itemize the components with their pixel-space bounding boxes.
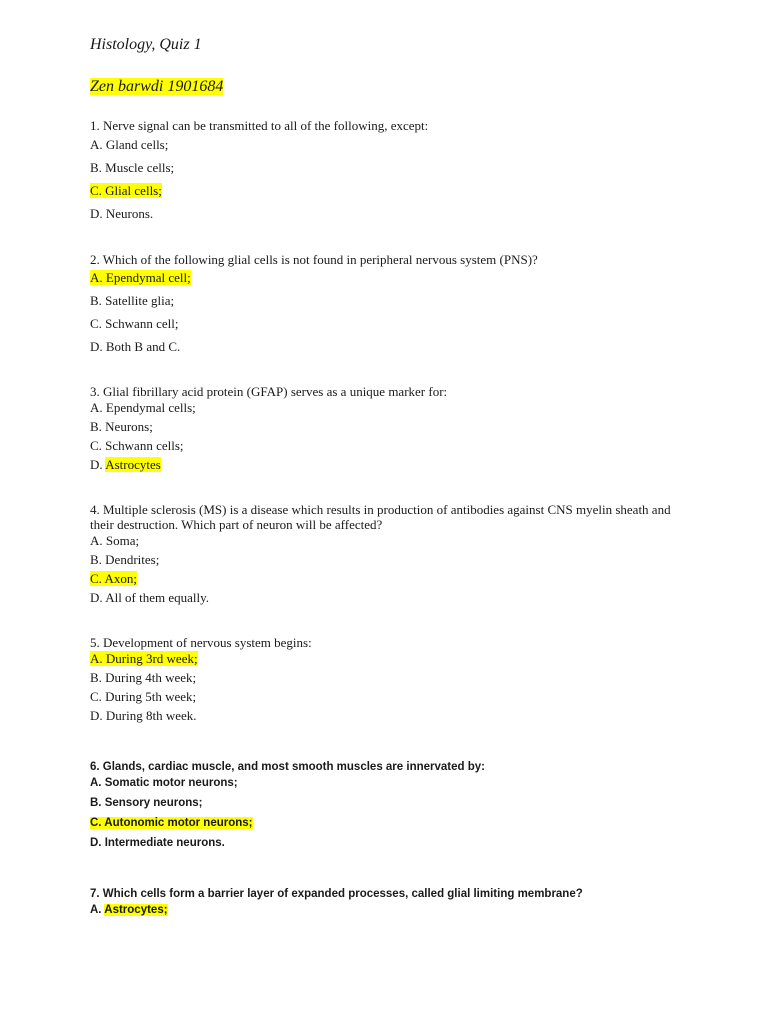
option-a-answer	[90, 903, 710, 918]
option-b	[90, 419, 690, 435]
option-text: Sensory neurons;	[104, 797, 203, 809]
options-list	[90, 651, 690, 724]
option-d	[90, 206, 690, 221]
option-letter: C.	[90, 571, 102, 586]
option-letter: A.	[90, 400, 103, 415]
option-b	[90, 293, 690, 308]
option-d	[90, 836, 690, 851]
option-letter: D.	[90, 206, 103, 221]
question-stem: 4. Multiple sclerosis (MS) is a disease which results in production of antibodies against CNS myelin sheath and their destruction. Which part of neuron will be affected?	[90, 502, 671, 532]
option-letter: B.	[90, 419, 102, 434]
option-letter: A.	[90, 904, 102, 916]
answer-highlight	[90, 571, 137, 586]
option-text: Soma;	[105, 533, 140, 548]
option-text: Autonomic motor neurons;	[104, 817, 253, 829]
options-list	[90, 400, 690, 473]
option-text: Dendrites;	[105, 552, 160, 567]
question-3	[90, 384, 690, 473]
option-c	[90, 438, 690, 454]
option-letter: A.	[90, 651, 103, 666]
option-text: During 5th week;	[105, 689, 197, 704]
option-letter: C.	[90, 689, 102, 704]
answer-highlight	[90, 270, 191, 285]
option-c-answer	[90, 571, 690, 587]
option-a-answer	[90, 270, 690, 285]
option-text: Astrocytes;	[104, 904, 168, 916]
option-text: Both B and C.	[105, 339, 181, 354]
options-list	[90, 270, 690, 354]
option-letter: A.	[90, 533, 103, 548]
option-text: Schwann cell;	[105, 316, 179, 331]
option-b	[90, 796, 690, 811]
option-letter: B.	[90, 797, 102, 809]
question-stem: 6. Glands, cardiac muscle, and most smooth muscles are innervated by:	[90, 761, 485, 773]
option-letter: C.	[90, 316, 102, 331]
option-text: Ependymal cells;	[105, 400, 196, 415]
option-a	[90, 400, 690, 416]
option-c	[90, 316, 690, 331]
option-letter: D.	[90, 457, 103, 472]
option-letter: D.	[90, 708, 103, 723]
option-letter: B.	[90, 552, 102, 567]
option-b	[90, 160, 690, 175]
option-letter: C.	[90, 183, 102, 198]
question-6	[90, 760, 690, 851]
options-list	[90, 776, 690, 851]
question-stem: 5. Development of nervous system begins:	[90, 635, 312, 650]
question-stem: 1. Nerve signal can be transmitted to all of the following, except:	[90, 118, 429, 133]
option-c-answer	[90, 183, 690, 198]
option-d	[90, 708, 690, 724]
option-letter: C.	[90, 817, 102, 829]
question-2	[90, 252, 690, 354]
option-b	[90, 552, 690, 568]
student-name-highlight: Zen barwdi 1901684	[90, 78, 224, 95]
options-list	[90, 533, 690, 606]
option-letter: A.	[90, 137, 103, 152]
option-letter: D.	[90, 339, 103, 354]
question-stem: 2. Which of the following glial cells is not found in peripheral nervous system (PNS)?	[90, 252, 538, 267]
question-stem: 7. Which cells form a barrier layer of expanded processes, called glial limiting membrane?	[90, 888, 583, 900]
option-text: Glial cells;	[105, 183, 162, 198]
option-letter: A.	[90, 777, 102, 789]
option-c	[90, 689, 690, 705]
option-text: During 8th week.	[105, 708, 197, 723]
options-list	[90, 137, 690, 221]
option-c-answer	[90, 816, 690, 831]
option-text: Astrocytes	[105, 457, 161, 472]
question-5	[90, 635, 690, 724]
option-text: Ependymal cell;	[105, 270, 191, 285]
option-text: Axon;	[104, 571, 137, 586]
document-title: Histology, Quiz 1	[90, 36, 202, 53]
option-letter: A.	[90, 270, 103, 285]
option-text: All of them equally.	[105, 590, 210, 605]
option-letter: B.	[90, 293, 102, 308]
options-list	[90, 903, 710, 918]
option-text: Somatic motor neurons;	[104, 777, 238, 789]
option-a	[90, 533, 690, 549]
option-a-answer	[90, 651, 690, 667]
question-stem: 3. Glial fibrillary acid protein (GFAP) serves as a unique marker for:	[90, 384, 448, 399]
option-text: Neurons;	[105, 419, 153, 434]
option-text: Intermediate neurons.	[104, 837, 225, 849]
option-letter: D.	[90, 590, 103, 605]
option-letter: C.	[90, 438, 102, 453]
option-text: Neurons.	[105, 206, 154, 221]
option-text: Gland cells;	[105, 137, 169, 152]
option-a	[90, 137, 690, 152]
student-name	[90, 78, 223, 96]
answer-highlight	[90, 651, 198, 666]
option-letter: D.	[90, 837, 102, 849]
option-text: Schwann cells;	[105, 438, 184, 453]
option-b	[90, 670, 690, 686]
question-7	[90, 887, 710, 918]
option-a	[90, 776, 690, 791]
option-d	[90, 590, 690, 606]
question-4	[90, 502, 690, 606]
option-letter: B.	[90, 670, 102, 685]
question-1	[90, 118, 690, 221]
option-text: Muscle cells;	[105, 160, 175, 175]
option-d-answer	[90, 457, 690, 473]
option-d	[90, 339, 690, 354]
option-text: During 4th week;	[105, 670, 197, 685]
option-text: During 3rd week;	[105, 651, 198, 666]
option-letter: B.	[90, 160, 102, 175]
answer-highlight	[90, 817, 253, 829]
option-text: Satellite glia;	[105, 293, 175, 308]
answer-highlight	[90, 183, 162, 198]
